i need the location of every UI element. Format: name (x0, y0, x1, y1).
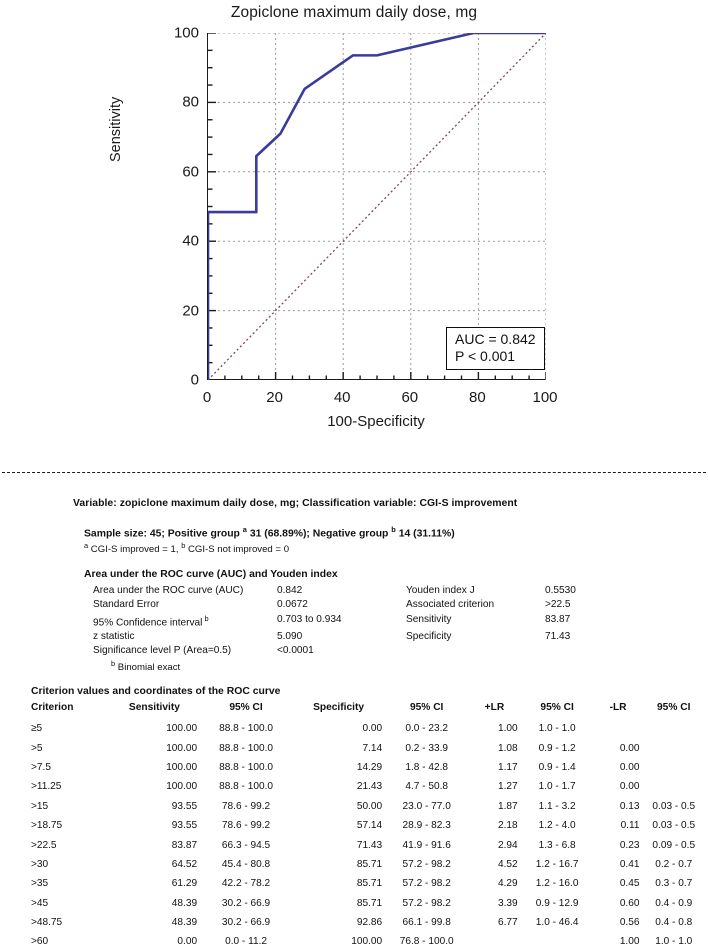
auc-row-value-secondary (545, 644, 625, 658)
auc-table-row (93, 644, 625, 658)
auc-table-row (93, 584, 625, 598)
cell-nlr-ci (639, 719, 708, 738)
cell-spec-ci: 0.0 - 23.2 (405, 723, 448, 735)
cell-plr: 2.94 (497, 839, 518, 851)
cell-sensitivity: 48.39 (171, 897, 198, 909)
table-row (31, 874, 708, 893)
cell-nlr: 0.56 (619, 917, 640, 929)
table-row (31, 777, 708, 796)
sample-size-prefix: Sample size: 45; Positive group (84, 528, 240, 540)
cell-criterion: >60 (31, 936, 49, 948)
cell-specificity: 7.14 (362, 742, 383, 754)
cell-specificity: 57.14 (356, 820, 383, 832)
auc-row-value: <0.0001 (277, 645, 314, 657)
cell-plr: 6.77 (497, 917, 518, 929)
auc-legend-box (446, 327, 545, 370)
x-tick-label: 0 (202, 389, 212, 406)
footnote-marker-b: b (181, 541, 186, 551)
auc-row-label-secondary: Sensitivity (406, 613, 452, 625)
cell-nlr-ci: 0.4 - 0.9 (655, 897, 693, 909)
cell-nlr (597, 719, 640, 738)
cell-nlr-ci: 0.03 - 0.5 (652, 800, 696, 812)
cell-nlr-ci: 1.0 - 1.0 (655, 936, 693, 948)
cell-spec-ci: 66.1 - 99.8 (402, 917, 451, 929)
cell-nlr: 0.00 (619, 781, 640, 793)
cell-criterion: >35 (31, 878, 49, 890)
auc-row-label: Significance level P (Area=0.5) (93, 645, 232, 657)
cell-spec-ci: 57.2 - 98.2 (402, 858, 451, 870)
auc-row-value-secondary: 71.43 (545, 631, 571, 643)
roc-figure (0, 0, 708, 455)
x-tick-label: 40 (333, 389, 351, 406)
cell-specificity: 92.86 (356, 917, 383, 929)
cell-nlr: 0.00 (619, 742, 640, 754)
y-tick-label: 0 (190, 371, 199, 389)
cell-sens-ci: 30.2 - 66.9 (221, 917, 271, 929)
cell-nlr: 0.60 (619, 897, 640, 909)
auc-row-value: 0.842 (277, 585, 303, 597)
cell-plr-ci: 1.0 - 1.7 (538, 781, 576, 793)
cell-sens-ci: 30.2 - 66.9 (221, 897, 271, 909)
cell-spec-ci: 4.7 - 50.8 (405, 781, 448, 793)
cell-specificity: 71.43 (356, 839, 383, 851)
cell-nlr-ci: 0.3 - 0.7 (655, 878, 693, 890)
table-row (31, 739, 708, 758)
cell-sensitivity: 100.00 (166, 781, 198, 793)
cell-spec-ci: 1.8 - 42.8 (405, 762, 448, 774)
y-tick-label: 40 (182, 232, 199, 250)
column-header: +LR (484, 702, 505, 714)
auc-row-label-secondary: Specificity (406, 631, 452, 643)
auc-table-row (93, 612, 625, 630)
column-header: 95% CI (409, 702, 444, 714)
x-tick-label: 100 (532, 389, 558, 406)
cell-nlr-ci (639, 758, 708, 777)
table-row (31, 816, 708, 835)
cell-spec-ci: 41.9 - 91.6 (402, 839, 451, 851)
cell-plr: 1.08 (497, 742, 518, 754)
footnote-text-binomial: Binomial exact (117, 662, 181, 674)
x-tick-label: 80 (469, 389, 486, 406)
footnote-text-b: CGI-S not improved = 0 (187, 544, 290, 556)
binomial-exact-footnote (111, 659, 708, 673)
cell-nlr: 0.23 (619, 839, 640, 851)
cell-criterion: >18.75 (31, 820, 63, 832)
chart-title: Zopiclone maximum daily dose, mg (230, 4, 478, 21)
cell-plr-ci (518, 932, 597, 951)
cell-criterion: >22.5 (31, 839, 57, 851)
auc-row-label: Area under the ROC curve (AUC) (93, 585, 244, 597)
auc-row-value: 0.703 to 0.934 (277, 613, 342, 625)
cell-sensitivity: 0.00 (177, 936, 198, 948)
cell-nlr: 0.13 (619, 800, 640, 812)
section-separator (2, 472, 706, 473)
cell-specificity: 85.71 (356, 858, 383, 870)
statistics-report (0, 498, 708, 952)
auc-statistics-table (93, 584, 625, 658)
table-row (31, 719, 708, 738)
cell-criterion: >15 (31, 800, 49, 812)
x-tick-label: 20 (266, 389, 283, 406)
group-definition-footnote (84, 541, 708, 555)
auc-row-label-secondary (406, 644, 545, 658)
sample-size-line (84, 525, 708, 539)
table-row (31, 758, 708, 777)
y-tick-label: 20 (182, 302, 199, 320)
criterion-section-heading: Criterion values and coordinates of the ROC curve (31, 686, 281, 698)
cell-specificity: 50.00 (356, 800, 383, 812)
criterion-values-table (31, 702, 708, 952)
cell-sens-ci: 88.8 - 100.0 (219, 742, 273, 754)
cell-sens-ci: 78.6 - 99.2 (221, 820, 271, 832)
cell-plr: 3.39 (497, 897, 518, 909)
cell-sens-ci: 45.4 - 80.8 (221, 858, 271, 870)
cell-nlr: 0.41 (619, 858, 640, 870)
sample-size-sup-a: a (242, 525, 247, 534)
cell-sensitivity: 83.87 (171, 839, 198, 851)
column-header: 95% CI (657, 702, 691, 714)
cell-sens-ci: 88.8 - 100.0 (219, 781, 273, 793)
cell-sensitivity: 93.55 (171, 820, 198, 832)
auc-row-label: 95% Confidence interval $^b$ (93, 613, 209, 628)
footnote-text-a: CGI-S improved = 1, (90, 544, 179, 556)
cell-sensitivity: 93.55 (171, 800, 198, 812)
auc-row-value-secondary: >22.5 (545, 599, 571, 611)
column-header: -LR (609, 702, 627, 714)
cell-criterion: >45 (31, 897, 49, 909)
cell-plr: 1.17 (497, 762, 518, 774)
sample-size-suffix: 14 (31.11%) (398, 528, 455, 540)
cell-nlr-ci (639, 777, 708, 796)
cell-nlr: 1.00 (619, 936, 640, 948)
y-tick-label: 80 (182, 93, 199, 111)
cell-nlr-ci: 0.4 - 0.8 (655, 917, 693, 929)
y-tick-label: 60 (182, 163, 199, 181)
auc-row-label-secondary: Youden index J (406, 585, 475, 597)
auc-value-label: AUC = 0.842 (455, 331, 536, 347)
column-header: Specificity (313, 702, 365, 714)
table-row (31, 797, 708, 816)
cell-sens-ci: 88.8 - 100.0 (219, 762, 273, 774)
cell-specificity: 85.71 (356, 897, 383, 909)
column-header: 95% CI (540, 702, 574, 714)
cell-spec-ci: 57.2 - 98.2 (402, 897, 451, 909)
cell-criterion: >48.75 (31, 917, 63, 929)
cell-criterion: >7.5 (31, 762, 51, 774)
cell-sens-ci: 0.0 - 11.2 (225, 936, 267, 948)
cell-criterion: ≥5 (31, 723, 43, 735)
cell-spec-ci: 76.8 - 100.0 (399, 936, 454, 948)
x-tick-label: 60 (401, 389, 419, 406)
cell-plr-ci: 1.0 - 46.4 (535, 917, 579, 929)
cell-nlr-ci: 0.03 - 0.5 (652, 820, 696, 832)
cell-spec-ci: 0.2 - 33.9 (405, 742, 448, 754)
cell-nlr: 0.11 (620, 820, 640, 832)
auc-row-value: 0.0672 (277, 599, 308, 611)
cell-nlr-ci: 0.2 - 0.7 (655, 858, 693, 870)
column-header: 95% CI (229, 702, 263, 714)
cell-plr: 2.18 (497, 820, 518, 832)
cell-plr-ci: 0.9 - 1.2 (538, 742, 576, 754)
cell-plr: 4.52 (497, 858, 518, 870)
auc-row-label-secondary: Associated criterion (406, 599, 495, 611)
footnote-marker-binomial: b (111, 658, 116, 668)
cell-sens-ci: 88.8 - 100.0 (219, 723, 273, 735)
cell-plr-ci: 1.2 - 4.0 (538, 820, 576, 832)
cell-plr-ci: 0.9 - 12.9 (535, 897, 579, 909)
cell-sensitivity: 48.39 (171, 917, 198, 929)
table-row (31, 932, 708, 951)
table-row (31, 855, 708, 874)
cell-sens-ci: 42.2 - 78.2 (221, 878, 271, 890)
cell-plr-ci: 1.1 - 3.2 (538, 800, 576, 812)
cell-specificity: 85.71 (356, 878, 383, 890)
cell-spec-ci: 28.9 - 82.3 (402, 820, 451, 832)
footnote-marker-a: a (84, 541, 89, 551)
cell-specificity: 21.43 (356, 781, 383, 793)
cell-criterion: >30 (31, 858, 49, 870)
column-header: Sensitivity (128, 702, 180, 714)
cell-sens-ci: 78.6 - 99.2 (221, 800, 271, 812)
cell-criterion: >5 (31, 742, 43, 754)
variable-line: Variable: zopiclone maximum daily dose, mg; Classification variable: CGI-S improvement (73, 498, 518, 509)
cell-nlr-ci (639, 739, 708, 758)
auc-row-label: Standard Error (93, 599, 160, 611)
cell-specificity: 100.00 (351, 936, 383, 948)
cell-plr: 4.29 (497, 878, 518, 890)
cell-sensitivity: 100.00 (166, 742, 198, 754)
y-tick-label: 100 (173, 24, 199, 42)
footnote-marker: b (202, 613, 209, 623)
y-axis-title: Sensitivity (108, 96, 124, 162)
cell-criterion: >11.25 (31, 781, 62, 793)
cell-sensitivity: 61.29 (171, 878, 198, 890)
auc-table-row (93, 630, 625, 644)
cell-nlr: 0.45 (619, 878, 640, 890)
cell-sensitivity: 100.00 (166, 723, 198, 735)
cell-plr: 1.87 (497, 800, 518, 812)
cell-specificity: 0.00 (362, 723, 383, 735)
table-row (31, 835, 708, 854)
cell-sens-ci: 66.3 - 94.5 (221, 839, 271, 851)
x-axis-title: 100-Specificity (327, 413, 425, 430)
column-header: Criterion (31, 702, 74, 714)
table-header-row (31, 702, 708, 719)
auc-row-value-secondary: 0.5530 (545, 585, 576, 597)
cell-nlr-ci: 0.09 - 0.5 (652, 839, 696, 851)
cell-spec-ci: 23.0 - 77.0 (402, 800, 451, 812)
sample-size-mid: 31 (68.89%); Negative group (249, 528, 389, 540)
p-value-label: P < 0.001 (455, 348, 516, 364)
cell-plr: 1.00 (497, 723, 518, 735)
table-row (31, 913, 708, 932)
cell-plr-ci: 1.3 - 6.8 (538, 839, 576, 851)
cell-plr-ci: 1.2 - 16.0 (535, 878, 579, 890)
auc-table-row (93, 598, 625, 612)
cell-plr-ci: 1.0 - 1.0 (538, 723, 576, 735)
auc-row-value-secondary: 83.87 (545, 613, 571, 625)
cell-nlr: 0.00 (619, 762, 640, 774)
auc-section-heading: Area under the ROC curve (AUC) and Youden index (84, 568, 338, 580)
cell-spec-ci: 57.2 - 98.2 (402, 878, 451, 890)
cell-sensitivity: 64.52 (171, 858, 198, 870)
cell-plr: 1.27 (497, 781, 518, 793)
auc-row-label: z statistic (93, 631, 135, 643)
table-row (31, 894, 708, 913)
auc-row-value: 5.090 (277, 631, 303, 643)
cell-specificity: 14.29 (356, 762, 383, 774)
cell-plr-ci: 1.2 - 16.7 (535, 858, 579, 870)
cell-plr-ci: 0.9 - 1.4 (538, 762, 576, 774)
sample-size-sup-b: b (391, 525, 396, 534)
cell-sensitivity: 100.00 (166, 762, 198, 774)
cell-plr (471, 932, 517, 951)
